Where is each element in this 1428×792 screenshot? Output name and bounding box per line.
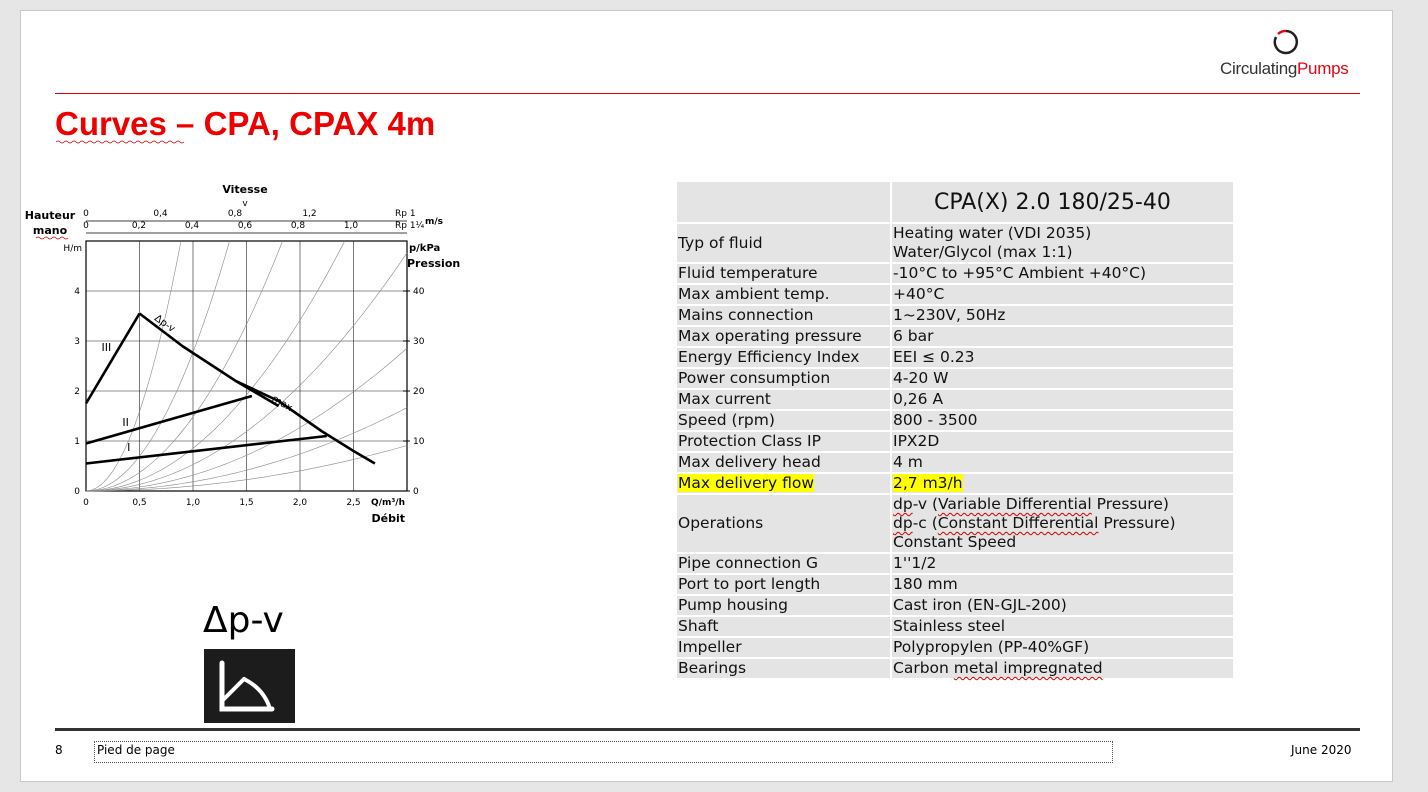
table-row [676,347,1234,368]
top-unit-label: m/s [425,217,444,227]
chart-labels [25,183,460,525]
table-row [676,305,1234,326]
top-tick-label-2: 0,6 [237,221,253,231]
p-tick-label: 0 [413,487,419,497]
spec-value: 1''1/2 [891,553,1234,574]
top-tick-label-1: 0,8 [227,209,243,219]
spec-value: 2,7 m3/h [891,473,1234,494]
hauteur-label: Hauteur [24,209,76,222]
spec-key: Shaft [676,616,891,637]
table-row [676,284,1234,305]
table-row [676,368,1234,389]
spec-table [675,180,1235,680]
top-tick-label-2: 0,2 [131,221,147,231]
p-tick-label: 40 [413,287,425,297]
curve-label-I: I [127,441,131,454]
footer-placeholder[interactable]: Pied de page [94,741,1113,763]
debit-label: Débit [371,512,405,525]
spec-value: EEI ≤ 0.23 [891,347,1234,368]
p-unit-label: p/kPa [409,243,441,254]
spec-key: Fluid temperature [676,263,891,284]
top-tick-label-2: 0,4 [184,221,200,231]
footer-rule [55,728,1360,731]
system-curve [86,241,345,491]
pump-curve-chart [20,180,470,530]
top-tick-label-2: 0,8 [290,221,306,231]
spec-key: Port to port length [676,574,891,595]
series-line-III [86,314,140,404]
spec-value: 1~230V, 50Hz [891,305,1234,326]
spec-value: -10°C to +95°C Ambient +40°C) [891,263,1234,284]
table-row [676,473,1234,494]
x-tick-label: 2,5 [346,498,361,508]
y-tick-label: 3 [74,337,80,347]
spec-value: +40°C [891,284,1234,305]
dp-v-mode-icon [204,649,295,723]
spec-key: Energy Efficiency Index [676,347,891,368]
spec-key: Max operating pressure [676,326,891,347]
curve-label-II: II [122,416,129,429]
spec-key: Pump housing [676,595,891,616]
pression-label: Pression [407,257,461,270]
spec-key: Impeller [676,637,891,658]
spec-key: Max delivery head [676,452,891,473]
spellcheck-underline [56,140,184,144]
rp114-label: Rp 1¼ [395,221,425,231]
table-row [676,616,1234,637]
spec-value: Polypropylen (PP-40%GF) [891,637,1234,658]
spec-value: Heating water (VDI 2035) Water/Glycol (max 1:1) [891,223,1234,263]
logo-text: CirculatingPumps [1220,59,1349,78]
table-row [676,574,1234,595]
spec-value: Cast iron (EN-GJL-200) [891,595,1234,616]
table-row [676,326,1234,347]
dpv-mode-label: Δp-v [203,600,284,641]
spec-value: 4 m [891,452,1234,473]
spec-value: 180 mm [891,574,1234,595]
table-row [676,637,1234,658]
p-tick-label: 30 [413,337,425,347]
spec-key: Speed (rpm) [676,410,891,431]
chart-grid [86,221,410,491]
table-row [676,494,1234,553]
spec-value: dp-v (Variable Differential Pressure) dp-c (Constant Differential Pressure) Constant Speed [891,494,1234,553]
mano-label: mano [32,224,68,237]
spec-key: Operations [676,494,891,553]
table-row [676,431,1234,452]
spec-value: Carbon metal impregnated [891,658,1234,679]
spec-key: Protection Class IP [676,431,891,452]
spec-key: Bearings [676,658,891,679]
footer-date: June 2020 [1291,743,1352,757]
vitesse-label: Vitesse [222,183,268,196]
spec-key: Power consumption [676,368,891,389]
spec-value: 6 bar [891,326,1234,347]
spec-key: Mains connection [676,305,891,326]
curve-label-dpv: Δp-v [152,313,177,335]
x-tick-label: 0,5 [132,498,147,508]
top-tick-label-1: 0,4 [153,209,168,219]
spec-value: Stainless steel [891,616,1234,637]
table-header-row [676,181,1234,223]
logo-icon [1273,29,1299,55]
y-unit-label: H/m [63,244,82,254]
spec-key: Pipe connection G [676,553,891,574]
x-tick-label: 2,0 [292,498,308,508]
spec-key: Max ambient temp. [676,284,891,305]
table-row [676,389,1234,410]
table-row [676,553,1234,574]
table-row [676,595,1234,616]
header-empty-cell [676,181,891,223]
spec-value: 800 - 3500 [891,410,1234,431]
spec-key: Max current [676,389,891,410]
top-tick-label-2: 0 [83,221,89,231]
x-tick-label: 1,5 [239,498,254,508]
table-row [676,223,1234,263]
top-tick-label-2: 1,0 [343,221,359,231]
table-row [676,263,1234,284]
x-tick-label: 1,0 [185,498,201,508]
rp1-label: Rp 1 [395,209,416,219]
y-tick-label: 2 [74,387,80,397]
y-tick-label: 1 [74,437,80,447]
page-number: 8 [55,743,63,757]
series-line-I [86,436,327,464]
y-tick-label: 4 [74,287,80,297]
spec-value: 4-20 W [891,368,1234,389]
spellcheck-underline [36,237,68,239]
spec-value: 0,26 A [891,389,1234,410]
p-tick-label: 10 [413,437,425,447]
page-title: Curves – CPA, CPAX 4m [55,105,436,142]
spec-key: Typ of fluid [676,223,891,263]
x-unit-label: Q/m³/h [371,498,405,508]
top-tick-label-1: 1,2 [302,209,317,219]
model-header: CPA(X) 2.0 180/25-40 [891,181,1234,223]
curve-label-III: III [101,341,112,354]
table-row [676,410,1234,431]
spec-key: Max delivery flow [676,473,891,494]
p-tick-label: 20 [413,387,425,397]
series-line-II [86,396,252,444]
table-row [676,452,1234,473]
y-tick-label: 0 [74,487,80,497]
table-row [676,658,1234,679]
curve-label-max: max [269,393,295,415]
top-tick-label-1: 0 [83,209,89,219]
spec-value: IPX2D [891,431,1234,452]
header-rule [55,93,1360,94]
vitesse-sub-label: v [242,199,248,209]
x-tick-label: 0 [83,498,89,508]
